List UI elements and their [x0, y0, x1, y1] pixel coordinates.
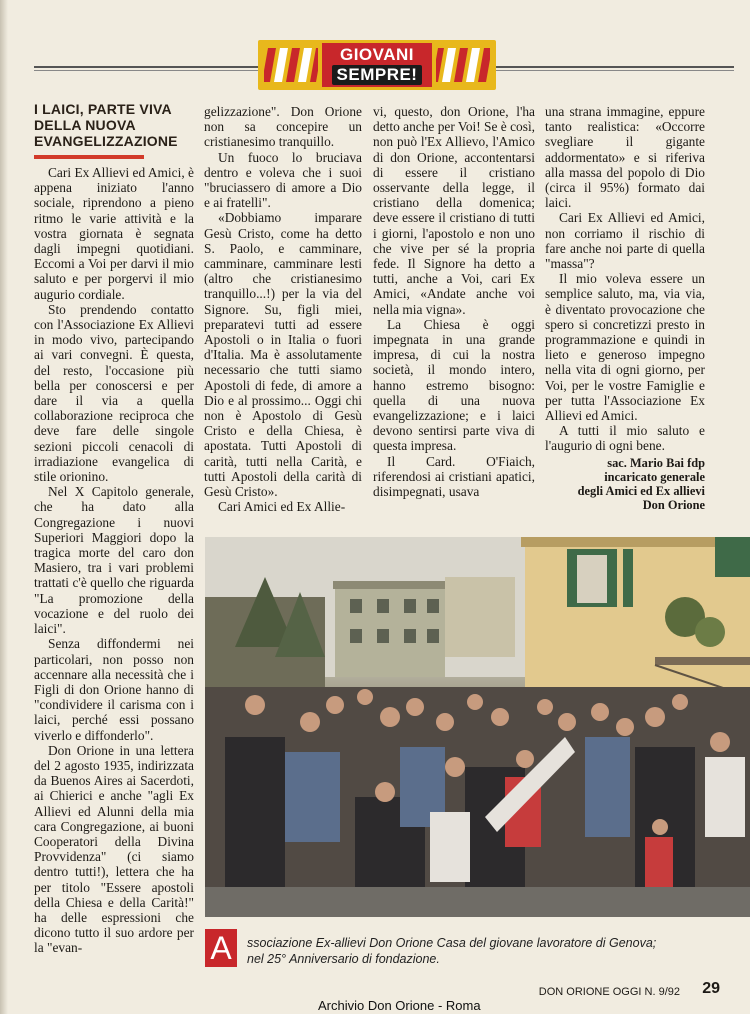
paragraph: Senza diffondermi nei particolari, non posso non accennare alla necessità che i Figli di don Orione hanno di "condividere il carisma con i laici, perché essi possano viverlo e diffonderlo".: [34, 636, 194, 743]
paragraph: Cari Amici ed Ex Allie-: [218, 499, 346, 515]
paragraph: Un fuoco lo bruciava dentro e voleva che i suoi "bruciassero di amore a Dio e ai fratelli".: [204, 149, 362, 211]
signature-name: sac. Mario Bai fdp: [607, 455, 705, 470]
group-photo-illustration: [205, 537, 750, 917]
author-signature: [545, 456, 705, 512]
page-gutter-shadow: [0, 0, 8, 1014]
caption-text: [247, 935, 717, 967]
banner-line-2: SEMPRE!: [332, 65, 422, 85]
magazine-issue: DON ORIONE OGGI N. 9/92: [538, 986, 680, 998]
paragraph: Sto prendendo contatto con l'Associazione Ex Allievi in modo vivo, partecipando ai vari convegni. È questa, del resto, l'occasione più bella per conoscersi e per dare il via a quella collaborazione reciproca che deve fare delle singole sezioni piccoli cenacoli di irradiazione evangelica di stile orionino.: [34, 301, 194, 485]
caption-line-1: ssociazione Ex-allievi Don Orione Casa del giovane lavoratore di Genova;: [247, 936, 657, 950]
banner-stripes-right-icon: [436, 48, 490, 82]
archive-watermark: Archivio Don Orione - Roma: [318, 998, 481, 1013]
group-photo: [205, 537, 750, 917]
article-headline: I LAICI, PARTE VIVA DELLA NUOVA EVANGELIZZAZIONE: [34, 101, 178, 149]
photo-caption: [205, 925, 725, 971]
paragraph: Cari Ex Allievi ed Amici, non corriamo il rischio di fare anche noi parte di quella "massa"?: [545, 210, 705, 272]
paragraph: A tutti il mio saluto e l'augurio di ogni bene.: [545, 423, 705, 454]
signature-org: Don Orione: [642, 497, 705, 512]
section-banner: [258, 40, 496, 90]
paragraph: Il mio voleva essere un semplice saluto, ma, via via, è diventato provocazione che spero si concretizzi presto in programmazione e quindi in lieto e generoso impegno nella vita di ogni giorno, per Voi, per le vostre Famiglie e per tutta l'Associazione Ex Allievi ed Amici.: [545, 271, 705, 424]
paragraph: vi, questo, don Orione, l'ha detto anche per Voi! Se è così, non può l'Ex Allievo, l'Amico di don Orione, accontentarsi di essere il cristiano osservante della legge, il cristiano della domenica; deve essere il cristiano di tutti i giorni, l'apostolo e non uno che vive per sé la propria fede. Il Signore ha detto a tutti, anche a Voi, cari Ex Amici, «Andate anche voi nella mia vigna».: [373, 104, 536, 317]
text-column-2: [204, 104, 362, 514]
paragraph: «Dobbiamo imparare Gesù Cristo, come ha detto S. Paolo, e camminare, camminare, camminare lesti (altro che cristianesimo tranquillo...!) per la via del Signore. Su, figli miei, preparatevi tutti ad essere Apostoli o in Italia o fuori d'Italia. Ma è assolutamente necessario che tutti siamo Apostoli di fede, di amore a Dio e al prossimo... Oggi chi non è Apostolo di Gesù Cristo e della Chiesa, è apostata. Tutti Apostoli di carità, tutti nella Carità, e tutti Apostoli della carità di Gesù Cristo».: [204, 210, 362, 500]
headline-underline: [34, 155, 144, 159]
banner-title: [322, 43, 432, 87]
banner-line-1: GIOVANI: [339, 45, 415, 64]
paragraph: Nel X Capitolo generale, che ha dato alla Congregazione i nuovi Superiori Maggiori dopo la tragica morte del caro don Masiero, tra i vari problemi trattati c'è quello che riguarda "La promozione della vocazione e del ruolo dei laici".: [34, 484, 194, 637]
caption-line-2: nel 25° Anniversario di fondazione.: [247, 952, 440, 966]
paragraph: gelizzazione". Don Orione non sa concepire un cristianesimo tranquillo.: [204, 104, 362, 150]
paragraph: una strana immagine, eppure tanto realistica: «Occorre svegliare il gigante addormentato» e si riferiva alla massa del popolo di Dio (circa il 95%) formato dai laici.: [545, 104, 705, 211]
paragraph: Don Orione in una lettera del 2 agosto 1935, indirizzata da Buenos Aires ai Sacerdoti, ai Chierici e anche "agli Ex Allievi ed Alunni della mia cara Congregazione, ai buoni Cooperatori della Divina Provvidenza" (ci siamo dentro tutti!), lettera che ha per titolo "Essere apostoli della Chiesa e della Carità!" ha delle espressioni che dicono tutto il suo ardore per la "evan-: [34, 742, 194, 956]
signature-role-2: degli Amici ed Ex allievi: [577, 483, 705, 498]
text-column-3: [373, 104, 535, 499]
paragraph: La Chiesa è oggi impegnata in una grande impresa, di cui la nostra società, il mondo intero, hanno estremo bisogno: quella di una nuova evangelizzazione; e i laici devono sentirsi parte viva di questa impresa.: [373, 316, 535, 454]
paragraph: Cari Ex Allievi ed Amici, è appena iniziato l'anno sociale, riprendono a pieno ritmo le varie attività e la vostra giornata è segnata dagli impegni quotidiani. Eccomi a Voi per darvi il mio saluto e per porgervi il mio augurio cordiale.: [34, 165, 194, 302]
paragraph: Il Card. O'Fiaich, riferendosi ai cristiani apatici, disimpegnati, usava: [373, 453, 535, 500]
text-column-1: [34, 165, 194, 956]
signature-role: incaricato generale: [604, 469, 705, 484]
text-column-4: [545, 104, 705, 512]
page-number: 29: [702, 980, 720, 997]
caption-dropcap: A: [205, 929, 237, 967]
banner-stripes-left-icon: [264, 48, 318, 82]
